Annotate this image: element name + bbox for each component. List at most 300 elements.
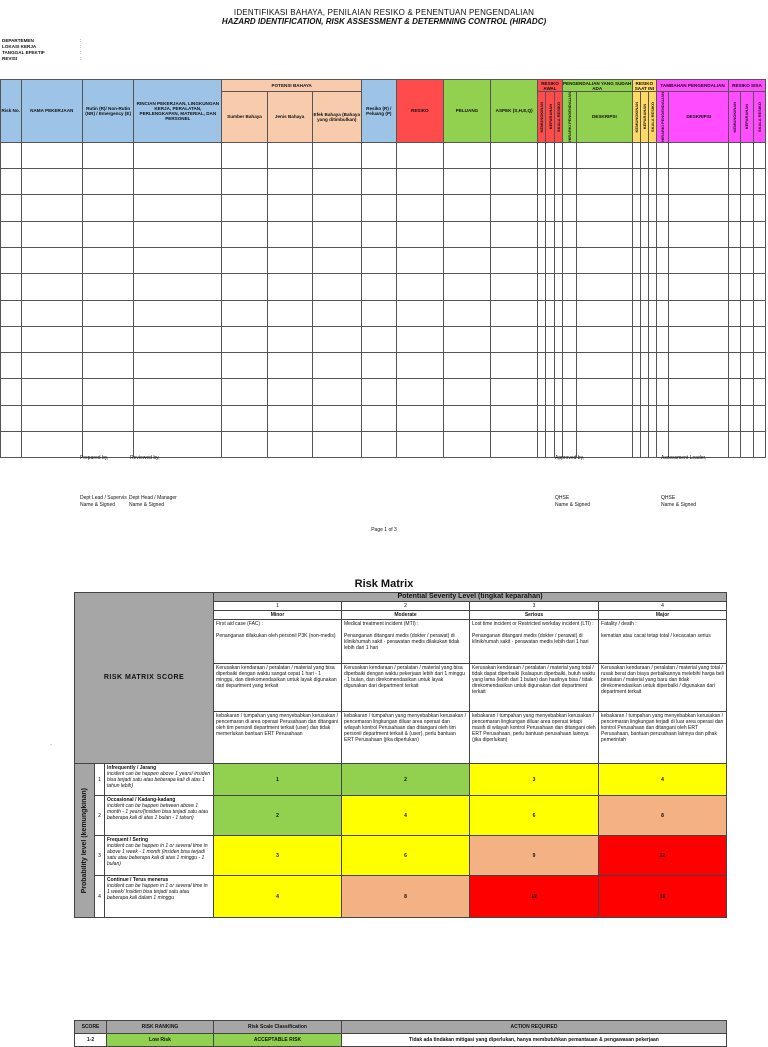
info-sep: : xyxy=(80,38,82,43)
severity-name: Serious xyxy=(470,611,599,620)
hiradc-cell xyxy=(753,142,765,168)
hiradc-cell xyxy=(669,142,728,168)
hiradc-cell xyxy=(554,379,562,405)
hiradc-cell xyxy=(741,326,753,352)
hiradc-cell xyxy=(443,379,490,405)
probability-desc-cell xyxy=(105,764,214,796)
hiradc-cell xyxy=(562,300,576,326)
hiradc-cell xyxy=(577,274,632,300)
info-label: REVISI xyxy=(2,56,18,61)
hiradc-cell xyxy=(361,405,396,431)
hiradc-cell xyxy=(538,379,546,405)
hiradc-cell xyxy=(396,247,443,273)
severity-desc: kebakaran / tumpahan yang menyebabkan kerusakan / pencemaran lingkungan diluar area operasi dan wilayah kontrol Perusahaan dan ditangani oleh tim personil department terkait & (user), perlu bantuan ERT Perusahaan (jika diperlukan) xyxy=(342,712,470,764)
hiradc-cell xyxy=(640,353,648,379)
hiradc-cell xyxy=(1,142,22,168)
hiradc-cell xyxy=(562,221,576,247)
hiradc-cell xyxy=(134,221,222,247)
col-nama-pekerjaan: NAMA PEKERJAAN xyxy=(21,80,83,143)
hiradc-row xyxy=(1,247,766,273)
hiradc-cell xyxy=(546,195,554,221)
col-tambahan: TAMBAHAN PENGENDALIAN xyxy=(657,80,729,92)
hiradc-cell xyxy=(648,247,656,273)
sig-role: QHSE xyxy=(555,495,570,501)
hiradc-cell xyxy=(657,169,669,195)
hiradc-cell xyxy=(648,195,656,221)
severity-desc: kematian atau cacat tetap total / kecacatan serius xyxy=(601,633,711,639)
hiradc-cell xyxy=(632,405,640,431)
hiradc-cell xyxy=(577,195,632,221)
hiradc-cell xyxy=(577,326,632,352)
hiradc-cell xyxy=(222,274,267,300)
hiradc-cell xyxy=(669,274,728,300)
hiradc-cell xyxy=(134,142,222,168)
risk-score-cell: 9 xyxy=(470,836,599,876)
hiradc-cell xyxy=(491,195,538,221)
hiradc-cell xyxy=(134,353,222,379)
hiradc-cell xyxy=(657,405,669,431)
severity-desc: Kerusakan kendaraan / peralatan / material yang bisa diperbaiki dengan waktu pekerjaan lebih dari 1 minggu - 1 bulan, dan direkomendasikan untuk layak digunakan dari department terkait xyxy=(342,664,470,712)
col-rincian: RINCIAN PEKERJAAN, LINGKUNGAN KERJA, PERALATAN, PERLENGKAPAN, MATERIAL, DAN PERSONEL xyxy=(134,80,222,143)
hiradc-cell xyxy=(361,300,396,326)
hiradc-cell xyxy=(538,326,546,352)
risk-score-cell: 4 xyxy=(599,764,727,796)
hiradc-cell xyxy=(546,142,554,168)
hiradc-row xyxy=(1,142,766,168)
probability-desc-cell xyxy=(105,836,214,876)
severity-header: Potential Severity Level (tingkat keparahan) xyxy=(214,593,727,602)
hiradc-cell xyxy=(554,247,562,273)
hiradc-cell xyxy=(753,221,765,247)
hiradc-cell xyxy=(728,221,740,247)
hiradc-cell xyxy=(753,379,765,405)
hiradc-cell xyxy=(396,169,443,195)
hiradc-cell xyxy=(267,221,312,247)
col-resiko-peluang: Resiko (R) / Peluang (P) xyxy=(361,80,396,143)
hiradc-cell xyxy=(753,169,765,195)
hiradc-cell xyxy=(577,142,632,168)
col-risk-no: Risk No. xyxy=(1,80,22,143)
severity-desc-cell xyxy=(599,620,727,664)
hiradc-cell xyxy=(554,326,562,352)
info-sep: : xyxy=(80,44,82,49)
hiradc-cell xyxy=(1,195,22,221)
hiradc-cell xyxy=(443,300,490,326)
hiradc-cell xyxy=(443,405,490,431)
score-cell-score: 1-2 xyxy=(75,1034,107,1047)
col-awal-keparahan: KEPARAHAN xyxy=(547,104,553,130)
probability-row xyxy=(75,796,727,836)
page-number: Page 1 of 3 xyxy=(371,527,397,533)
hiradc-cell xyxy=(1,326,22,352)
hiradc-cell xyxy=(554,353,562,379)
sig-name: Name & Signed xyxy=(555,502,591,508)
col-deskripsi-ada: DESKRIPSI xyxy=(577,92,632,143)
hiradc-cell xyxy=(669,353,728,379)
hiradc-cell xyxy=(741,142,753,168)
hiradc-cell xyxy=(546,353,554,379)
hiradc-cell xyxy=(741,221,753,247)
severity-num: 1 xyxy=(214,602,342,611)
hiradc-cell xyxy=(562,274,576,300)
col-hirarki: HIRARKI PENGENDALIAN xyxy=(567,92,572,142)
col-saat-kemungkinan: KEMUNGKINAN xyxy=(633,101,639,133)
info-sep: : xyxy=(80,56,82,61)
risk-score-cell: 12 xyxy=(599,836,727,876)
hiradc-cell xyxy=(657,274,669,300)
hiradc-cell xyxy=(640,169,648,195)
hiradc-cell xyxy=(640,274,648,300)
score-header: SCORE xyxy=(75,1021,107,1034)
severity-name: Major xyxy=(599,611,727,620)
hiradc-cell xyxy=(21,405,83,431)
hiradc-cell xyxy=(538,300,546,326)
col-resiko-awal: RESIKO AWAL xyxy=(538,80,563,92)
score-cell-action: Tidak ada tindakan mitigasi yang diperlukan, hanya membutuhkan pemantauan & pengawasan pekerjaan xyxy=(342,1034,727,1047)
col-resiko-saat-ini: RESIKO SAAT INI xyxy=(632,80,657,92)
hiradc-cell xyxy=(83,353,134,379)
sig-role: Dept Lead / Supervis xyxy=(80,495,127,501)
hiradc-row xyxy=(1,300,766,326)
hiradc-cell xyxy=(1,300,22,326)
col-pengendalian-ada: PENGENDALIAN YANG SUDAH ADA xyxy=(562,80,632,91)
hiradc-cell xyxy=(83,195,134,221)
col-saat-keparahan: KEPARAHAN xyxy=(641,104,647,130)
score-header-row xyxy=(75,1021,727,1034)
hiradc-cell xyxy=(577,379,632,405)
severity-desc: Penanganan ditangani medis (dokter / perawat) di klinik/rumah sakit - perawatan medis lebih dari 1 hari xyxy=(472,633,589,645)
hiradc-row xyxy=(1,169,766,195)
hiradc-cell xyxy=(640,326,648,352)
hiradc-cell xyxy=(648,353,656,379)
severity-desc: kebakaran / tumpahan yang menyebabkan kerusakan / pencemaran lingkungan terjadi di luar area operasi dan kontrol Perusahaan dan ditangani oleh ERT Perusahaan, bantuan perusahaan lainnya dan pihak pemerintah xyxy=(599,712,727,764)
hiradc-cell xyxy=(222,221,267,247)
probability-desc: incident can be happen between above 1 month - 1 years/(insiden bisa terjadi satu atau beberapa kali di atas 1 bulan - 1 tahun) xyxy=(107,803,209,821)
severity-desc: Penanganan dilakukan oleh personil P3K (non-medis) xyxy=(216,633,336,639)
hiradc-cell xyxy=(640,379,648,405)
hiradc-cell xyxy=(396,353,443,379)
hiradc-cell xyxy=(361,432,396,458)
hiradc-cell xyxy=(657,142,669,168)
hiradc-cell xyxy=(632,326,640,352)
hiradc-cell xyxy=(669,405,728,431)
col-efek-bahaya: Efek Bahaya (Bahaya yang ditimbulkan) xyxy=(312,92,361,143)
hiradc-cell xyxy=(554,142,562,168)
hiradc-cell xyxy=(640,432,648,458)
hiradc-cell xyxy=(546,247,554,273)
hiradc-cell xyxy=(632,353,640,379)
hiradc-cell xyxy=(396,405,443,431)
risk-score-cell: 1 xyxy=(214,764,342,796)
hiradc-cell xyxy=(657,432,669,458)
hiradc-cell xyxy=(741,300,753,326)
hiradc-cell xyxy=(491,247,538,273)
hiradc-cell xyxy=(312,405,361,431)
hiradc-cell xyxy=(562,247,576,273)
hiradc-cell xyxy=(491,432,538,458)
hiradc-cell xyxy=(361,353,396,379)
risk-score-cell: 3 xyxy=(470,764,599,796)
hiradc-cell xyxy=(312,353,361,379)
hiradc-cell xyxy=(491,353,538,379)
sig-qhse-1 xyxy=(555,495,590,509)
hiradc-cell xyxy=(396,142,443,168)
hiradc-cell xyxy=(134,300,222,326)
hiradc-cell xyxy=(546,300,554,326)
hiradc-cell xyxy=(632,169,640,195)
col-sisa-skala: SKALA RESIKO xyxy=(756,101,762,132)
hiradc-cell xyxy=(669,247,728,273)
risk-score-cell: 4 xyxy=(214,876,342,918)
info-row-revisi xyxy=(2,56,81,62)
hiradc-cell xyxy=(312,247,361,273)
risk-matrix-score-label xyxy=(75,593,214,764)
hiradc-cell xyxy=(222,300,267,326)
hiradc-cell xyxy=(753,326,765,352)
hiradc-cell xyxy=(21,169,83,195)
hiradc-cell xyxy=(222,169,267,195)
severity-desc-cell xyxy=(214,620,342,664)
hiradc-cell xyxy=(361,247,396,273)
hiradc-cell xyxy=(443,326,490,352)
col-jenis-bahaya: Jenis Bahaya xyxy=(267,92,312,143)
hiradc-cell xyxy=(640,300,648,326)
hiradc-cell xyxy=(361,379,396,405)
hiradc-cell xyxy=(577,300,632,326)
hiradc-cell xyxy=(728,432,740,458)
hiradc-cell xyxy=(554,300,562,326)
severity-name: Minor xyxy=(214,611,342,620)
probability-row xyxy=(75,764,727,796)
hiradc-cell xyxy=(538,221,546,247)
hiradc-cell xyxy=(648,221,656,247)
hiradc-cell xyxy=(443,274,490,300)
severity-desc-cell xyxy=(342,620,470,664)
hiradc-cell xyxy=(546,169,554,195)
sig-dept-head xyxy=(129,495,177,509)
hiradc-cell xyxy=(267,300,312,326)
probability-desc-cell xyxy=(105,796,214,836)
hiradc-cell xyxy=(1,353,22,379)
hiradc-cell xyxy=(222,405,267,431)
hiradc-cell xyxy=(632,247,640,273)
hiradc-cell xyxy=(577,169,632,195)
severity-desc: kebakaran / tumpahan yang menyebabkan kerusakan / pencemaran lingkungan diluar area operasi tetapi masih di wilayah kontrol Perusahaan dan ditangani oleh ERT Perusahaan, perlu bantuan perusahaan lainnya (jika diperlukan) xyxy=(470,712,599,764)
col-hirarki-2: HIRARKI PENGENDALIAN xyxy=(660,92,666,142)
risk-matrix-table xyxy=(74,592,727,918)
severity-desc-cell xyxy=(470,620,599,664)
hiradc-cell xyxy=(632,221,640,247)
col-aspek: ASPEK (S,H,E,Q) xyxy=(491,80,538,143)
hiradc-cell xyxy=(83,221,134,247)
hiradc-cell xyxy=(83,326,134,352)
hiradc-cell xyxy=(741,169,753,195)
hiradc-cell xyxy=(577,432,632,458)
hiradc-cell xyxy=(753,300,765,326)
hiradc-cell xyxy=(396,326,443,352)
hiradc-cell xyxy=(312,274,361,300)
hiradc-cell xyxy=(753,353,765,379)
probability-label xyxy=(75,764,95,918)
severity-desc: Fatality / death : xyxy=(601,621,637,627)
hiradc-cell xyxy=(134,195,222,221)
hiradc-cell xyxy=(728,379,740,405)
hiradc-cell xyxy=(21,432,83,458)
severity-desc: Medical treatment incident (MTI) : xyxy=(344,621,419,627)
hiradc-cell xyxy=(396,195,443,221)
hiradc-cell xyxy=(554,195,562,221)
col-awal-kemungkinan: KEMUNGKINAN xyxy=(539,101,545,133)
stray-mark: · xyxy=(50,742,52,748)
hiradc-cell xyxy=(741,247,753,273)
assessment-leader: Assessment Leader, xyxy=(661,455,707,461)
hiradc-cell xyxy=(267,274,312,300)
hiradc-cell xyxy=(554,432,562,458)
hiradc-cell xyxy=(361,274,396,300)
hiradc-cell xyxy=(657,326,669,352)
hiradc-cell xyxy=(491,169,538,195)
hiradc-cell xyxy=(21,379,83,405)
hiradc-cell xyxy=(361,142,396,168)
hiradc-cell xyxy=(554,405,562,431)
severity-num: 2 xyxy=(342,602,470,611)
col-resiko: RESIKO xyxy=(396,80,443,143)
hiradc-cell xyxy=(562,432,576,458)
probability-name: Occasional / Kadang-kadang xyxy=(107,797,176,803)
hiradc-cell xyxy=(538,247,546,273)
hiradc-cell xyxy=(1,405,22,431)
col-awal-skala: SKALA RESIKO xyxy=(555,101,561,132)
probability-num: 3 xyxy=(95,836,105,876)
hiradc-cell xyxy=(491,326,538,352)
hiradc-cell xyxy=(21,142,83,168)
info-label: LOKASI KERJA xyxy=(2,44,37,49)
hiradc-cell xyxy=(267,326,312,352)
col-saat-skala: SKALA RESIKO xyxy=(650,101,656,132)
hiradc-cell xyxy=(134,169,222,195)
hiradc-cell xyxy=(222,326,267,352)
score-cell-classification: ACCEPTABLE RISK xyxy=(214,1034,342,1047)
hiradc-cell xyxy=(741,379,753,405)
hiradc-cell xyxy=(562,379,576,405)
severity-name: Moderate xyxy=(342,611,470,620)
hiradc-cell xyxy=(267,432,312,458)
hiradc-cell xyxy=(267,379,312,405)
hiradc-cell xyxy=(562,405,576,431)
reviewed-by: Reviewed by, xyxy=(130,455,160,461)
hiradc-cell xyxy=(669,195,728,221)
hiradc-cell xyxy=(83,405,134,431)
hiradc-cell xyxy=(741,405,753,431)
hiradc-cell xyxy=(312,169,361,195)
sig-name: Name & Signed xyxy=(129,502,165,508)
probability-desc: incident can be happen in 1 or several time in above 1 week - 1 month (insiden bisa terjadi satu atau beberapa kali di atas 1 minggu - 1 bulan) xyxy=(107,843,208,867)
hiradc-cell xyxy=(546,326,554,352)
hiradc-cell xyxy=(1,221,22,247)
hiradc-cell xyxy=(741,432,753,458)
hiradc-cell xyxy=(562,353,576,379)
hiradc-cell xyxy=(657,221,669,247)
probability-row xyxy=(75,836,727,876)
hiradc-cell xyxy=(577,353,632,379)
hiradc-cell xyxy=(396,221,443,247)
hiradc-cell xyxy=(222,379,267,405)
sig-name: Name & Signed xyxy=(80,502,116,508)
hiradc-cell xyxy=(396,432,443,458)
col-sisa-keparahan: KEPARAHAN xyxy=(744,104,750,130)
hiradc-cell xyxy=(648,405,656,431)
hiradc-cell xyxy=(577,405,632,431)
hiradc-cell xyxy=(632,142,640,168)
hiradc-cell xyxy=(312,432,361,458)
hiradc-cell xyxy=(648,432,656,458)
hiradc-cell xyxy=(312,300,361,326)
hiradc-row xyxy=(1,379,766,405)
hiradc-cell xyxy=(491,274,538,300)
hiradc-cell xyxy=(443,169,490,195)
hiradc-cell xyxy=(657,247,669,273)
hiradc-cell xyxy=(669,326,728,352)
hiradc-cell xyxy=(648,379,656,405)
hiradc-cell xyxy=(83,274,134,300)
hiradc-cell xyxy=(21,326,83,352)
probability-num: 1 xyxy=(95,764,105,796)
hiradc-cell xyxy=(538,195,546,221)
hiradc-row xyxy=(1,405,766,431)
hiradc-cell xyxy=(83,169,134,195)
hiradc-cell xyxy=(577,247,632,273)
severity-num: 4 xyxy=(599,602,727,611)
hiradc-cell xyxy=(134,274,222,300)
hiradc-cell xyxy=(361,169,396,195)
hiradc-cell xyxy=(669,379,728,405)
hiradc-cell xyxy=(396,379,443,405)
hiradc-cell xyxy=(648,300,656,326)
hiradc-row xyxy=(1,353,766,379)
hiradc-cell xyxy=(443,221,490,247)
probability-desc-cell xyxy=(105,876,214,918)
hiradc-cell xyxy=(443,353,490,379)
score-row xyxy=(75,1034,727,1047)
hiradc-cell xyxy=(632,274,640,300)
hiradc-cell xyxy=(1,379,22,405)
info-label: DEPARTEMEN xyxy=(2,38,34,43)
hiradc-cell xyxy=(657,195,669,221)
hiradc-cell xyxy=(546,432,554,458)
hiradc-cell xyxy=(21,221,83,247)
hiradc-cell xyxy=(632,300,640,326)
hiradc-cell xyxy=(21,195,83,221)
probability-body xyxy=(75,764,727,918)
hiradc-cell xyxy=(1,274,22,300)
hiradc-row xyxy=(1,432,766,458)
hiradc-cell xyxy=(741,274,753,300)
hiradc-row xyxy=(1,274,766,300)
hiradc-cell xyxy=(222,432,267,458)
severity-desc: Lost time incident or Restricted workday incident (LTI) : xyxy=(472,621,594,627)
hiradc-cell xyxy=(443,142,490,168)
hiradc-cell xyxy=(134,247,222,273)
hiradc-cell xyxy=(21,247,83,273)
approved-by: Approved by, xyxy=(555,455,585,461)
risk-score-cell: 16 xyxy=(599,876,727,918)
hiradc-cell xyxy=(640,221,648,247)
hiradc-cell xyxy=(267,142,312,168)
hiradc-cell xyxy=(728,300,740,326)
sig-role: QHSE xyxy=(661,495,676,501)
hiradc-row xyxy=(1,195,766,221)
risk-score-cell: 2 xyxy=(342,764,470,796)
